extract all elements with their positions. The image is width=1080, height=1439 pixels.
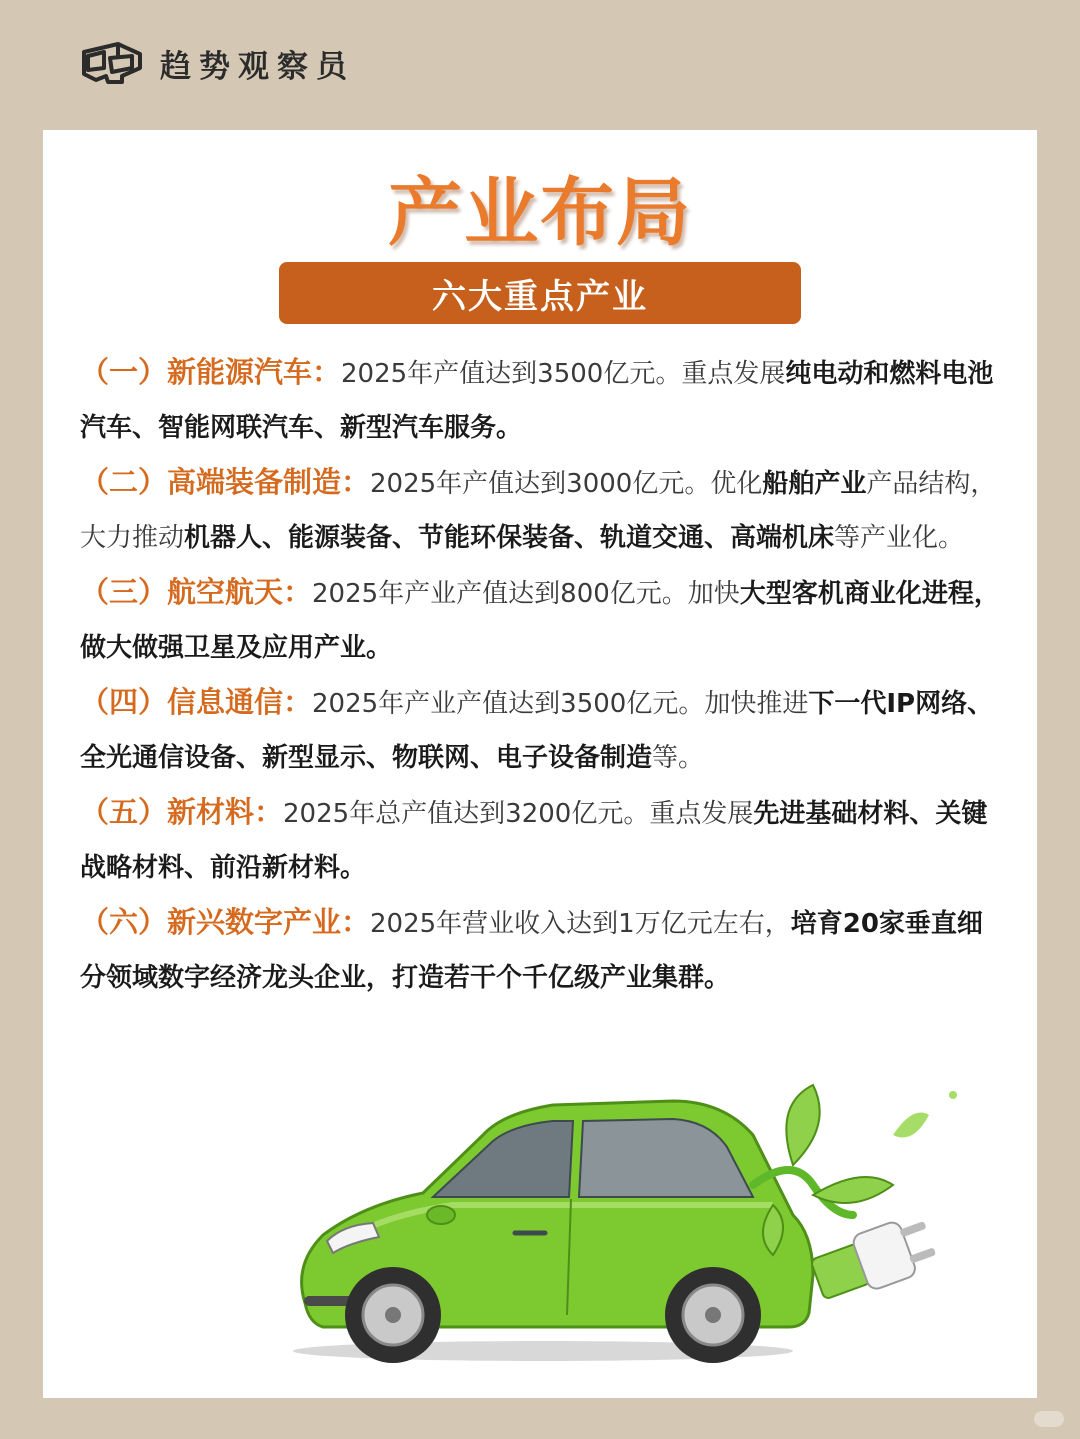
body-text: 2025年产业产值达到3500亿元。加快推进 [312,689,809,719]
industry-item [80,785,1004,895]
industry-item [80,565,1004,675]
section-banner: 六大重点产业 [279,262,801,324]
emphasis-text: 下一代IP网络、全光通信设备、新型显示、物联网、电子设备制造 [80,689,994,773]
industry-heading: （四）信息通信： [80,685,313,719]
emphasis-text: 大型客机商业化进程，做大做强卫星及应用产业。 [80,579,1000,663]
industry-item [80,345,1004,455]
industry-item [80,895,1004,1005]
watermark [1034,1411,1064,1427]
brand-name: 趋势观察员 [160,48,355,85]
green-electric-car-icon [253,1065,973,1365]
body-text: 2025年产值达到3500亿元。重点发展 [341,359,786,389]
3d-glasses-icon [78,38,146,88]
industry-heading: （五）新材料： [80,795,284,829]
industry-list [80,345,1004,1005]
page-title: 产业布局 [388,170,692,256]
body-text: 2025年总产值达到3200亿元。重点发展 [283,799,754,829]
industry-heading: （一）新能源汽车： [80,355,342,389]
electric-plug-icon [808,1212,941,1308]
front-wheel [345,1267,441,1363]
industry-item [80,455,1004,565]
industry-heading: （三）航空航天： [80,575,313,609]
body-text: 等。 [652,743,705,773]
content-card [43,130,1037,1398]
body-text: 产品结构，大力推动 [80,469,997,553]
brand-header [78,38,355,88]
industry-item [80,675,1004,785]
emphasis-text: 机器人、能源装备、节能环保装备、轨道交通、高端机床 [184,523,835,553]
body-text: 等产业化。 [834,523,965,553]
body-text: 2025年营业收入达到1万亿元左右， [370,909,791,939]
industry-heading: （六）新兴数字产业： [80,905,371,939]
emphasis-text: 纯电动和燃料电池汽车、智能网联汽车、新型汽车服务。 [80,359,994,443]
emphasis-text: 先进基础材料、关键战略材料、前沿新材料。 [80,799,988,883]
emphasis-text: 培育20家垂直细分领域数字经济龙头企业，打造若干个千亿级产业集群。 [80,909,983,993]
rear-wheel [665,1267,761,1363]
body-text: 2025年产值达到3000亿元。优化 [370,469,763,499]
emphasis-text: 船舶产业 [762,469,867,499]
industry-heading: （二）高端装备制造： [80,465,371,499]
body-text: 2025年产业产值达到800亿元。加快 [312,579,740,609]
